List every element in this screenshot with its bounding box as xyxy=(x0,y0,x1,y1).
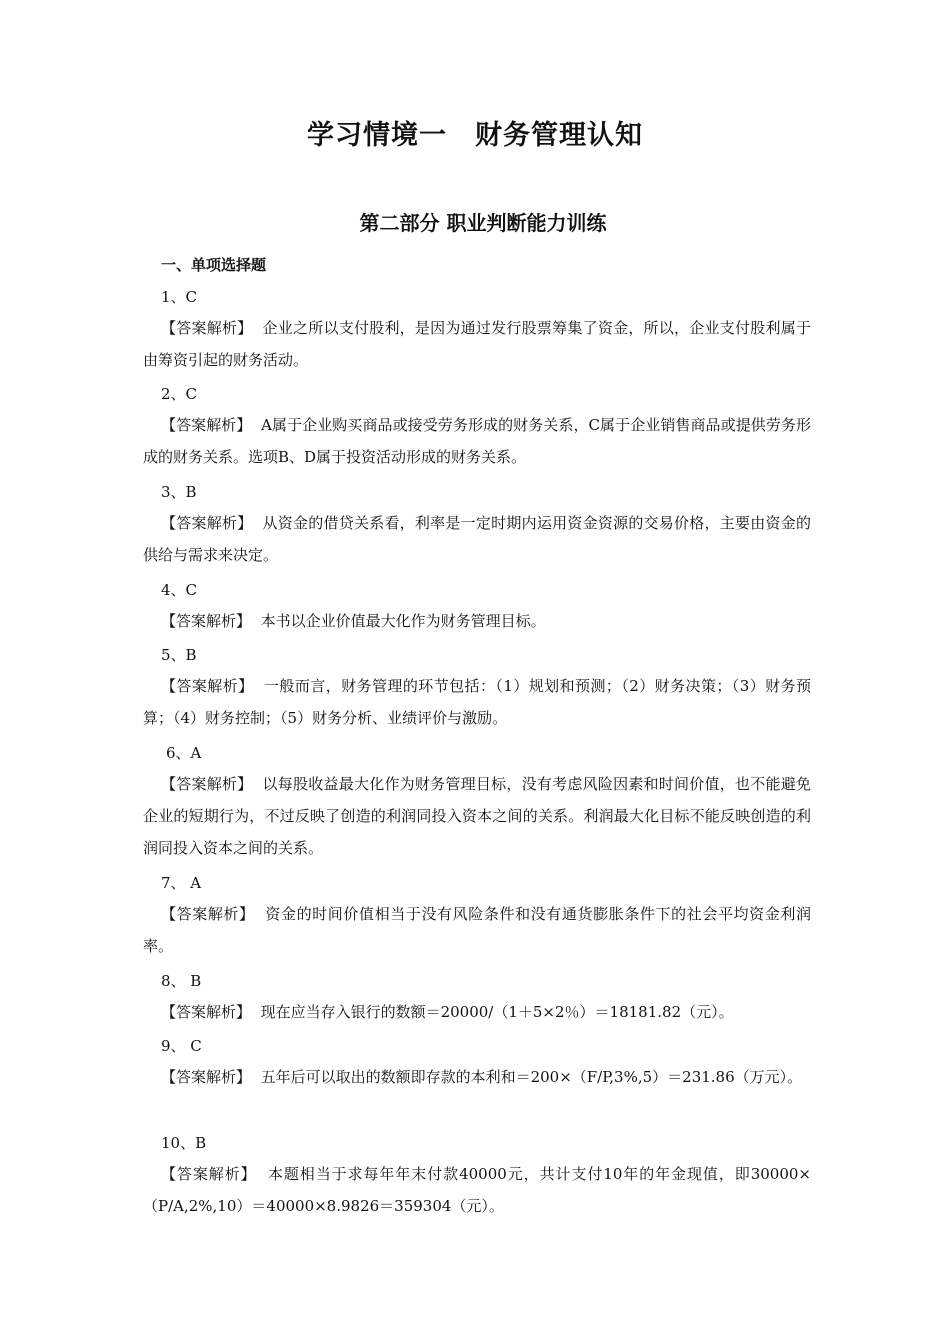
explanation-text: 以每股收益最大化作为财务管理目标，没有考虑风险因素和时间价值，也不能避免企业的短期行为，不过反映了创造的利润同投入资本之间的关系。利润最大化目标不能反映创造的利润同投入资本之间的关系。 xyxy=(143,775,811,857)
answer-explanation xyxy=(143,670,811,734)
answer-prefix: 【答案解析】 xyxy=(161,1068,252,1086)
explanation-text: 资金的时间价值相当于没有风险条件和没有通货膨胀条件下的社会平均资金利润率。 xyxy=(143,905,811,955)
answer-prefix: 【答案解析】 xyxy=(161,1003,252,1021)
explanation-text: 从资金的借贷关系看，利率是一定时期内运用资金资源的交易价格，主要由资金的供给与需求来决定。 xyxy=(143,514,811,564)
explanation-text: 一般而言，财务管理的环节包括：（1）规划和预测；（2）财务决策；（3）财务预算；（4）财务控制；（5）财务分析、业绩评价与激励。 xyxy=(143,677,811,727)
explanation-text: 本书以企业价值最大化作为财务管理目标。 xyxy=(260,612,546,630)
question-number: 6、A xyxy=(166,744,202,762)
part-title: 第二部分 职业判断能力训练 xyxy=(359,211,607,235)
answer-explanation xyxy=(143,996,811,1028)
answer-prefix: 【答案解析】 xyxy=(161,775,253,793)
question-number: 8、 B xyxy=(161,972,202,990)
answer-prefix: 【答案解析】 xyxy=(161,612,252,630)
question-number: 7、 A xyxy=(161,874,202,892)
answer-explanation xyxy=(143,898,811,962)
answer-prefix: 【答案解析】 xyxy=(161,677,254,695)
question-number: 10、B xyxy=(161,1134,207,1152)
explanation-text: 现在应当存入银行的数额＝20000/（1＋5×2％）＝18181.82（元）。 xyxy=(260,1003,734,1021)
question-number: 2、C xyxy=(161,385,198,403)
answer-explanation xyxy=(143,1061,811,1093)
answer-prefix: 【答案解析】 xyxy=(161,1165,257,1183)
answer-explanation xyxy=(143,768,811,864)
answer-explanation xyxy=(143,312,811,376)
question-number: 4、C xyxy=(161,581,198,599)
explanation-text: 本题相当于求每年年末付款40000元，共计支付10年的年金现值，即30000×（P/A,2%,10）＝40000×8.9826＝359304（元）。 xyxy=(143,1165,811,1215)
answer-explanation xyxy=(143,507,811,571)
answer-prefix: 【答案解析】 xyxy=(161,319,253,337)
answer-explanation xyxy=(143,1158,811,1222)
chapter-title: 学习情境一 财务管理认知 xyxy=(307,120,643,151)
question-number: 9、 C xyxy=(161,1037,202,1055)
question-number: 3、B xyxy=(161,483,197,501)
answer-prefix: 【答案解析】 xyxy=(161,416,252,434)
answer-prefix: 【答案解析】 xyxy=(161,514,253,532)
explanation-text: A属于企业购买商品或接受劳务形成的财务关系，C属于企业销售商品或提供劳务形成的财务关系。选项B、D属于投资活动形成的财务关系。 xyxy=(143,416,811,466)
question-number: 1、C xyxy=(161,288,198,306)
section-heading: 一、单项选择题 xyxy=(161,256,267,274)
answer-explanation xyxy=(143,605,811,637)
answer-explanation xyxy=(143,409,811,473)
answer-prefix: 【答案解析】 xyxy=(161,905,255,923)
question-number: 5、B xyxy=(161,646,197,664)
explanation-text: 企业之所以支付股利，是因为通过发行股票筹集了资金，所以，企业支付股利属于由筹资引起的财务活动。 xyxy=(143,319,811,369)
explanation-text: 五年后可以取出的数额即存款的本利和＝200×（F/P,3%,5）＝231.86（万元）。 xyxy=(260,1068,803,1086)
